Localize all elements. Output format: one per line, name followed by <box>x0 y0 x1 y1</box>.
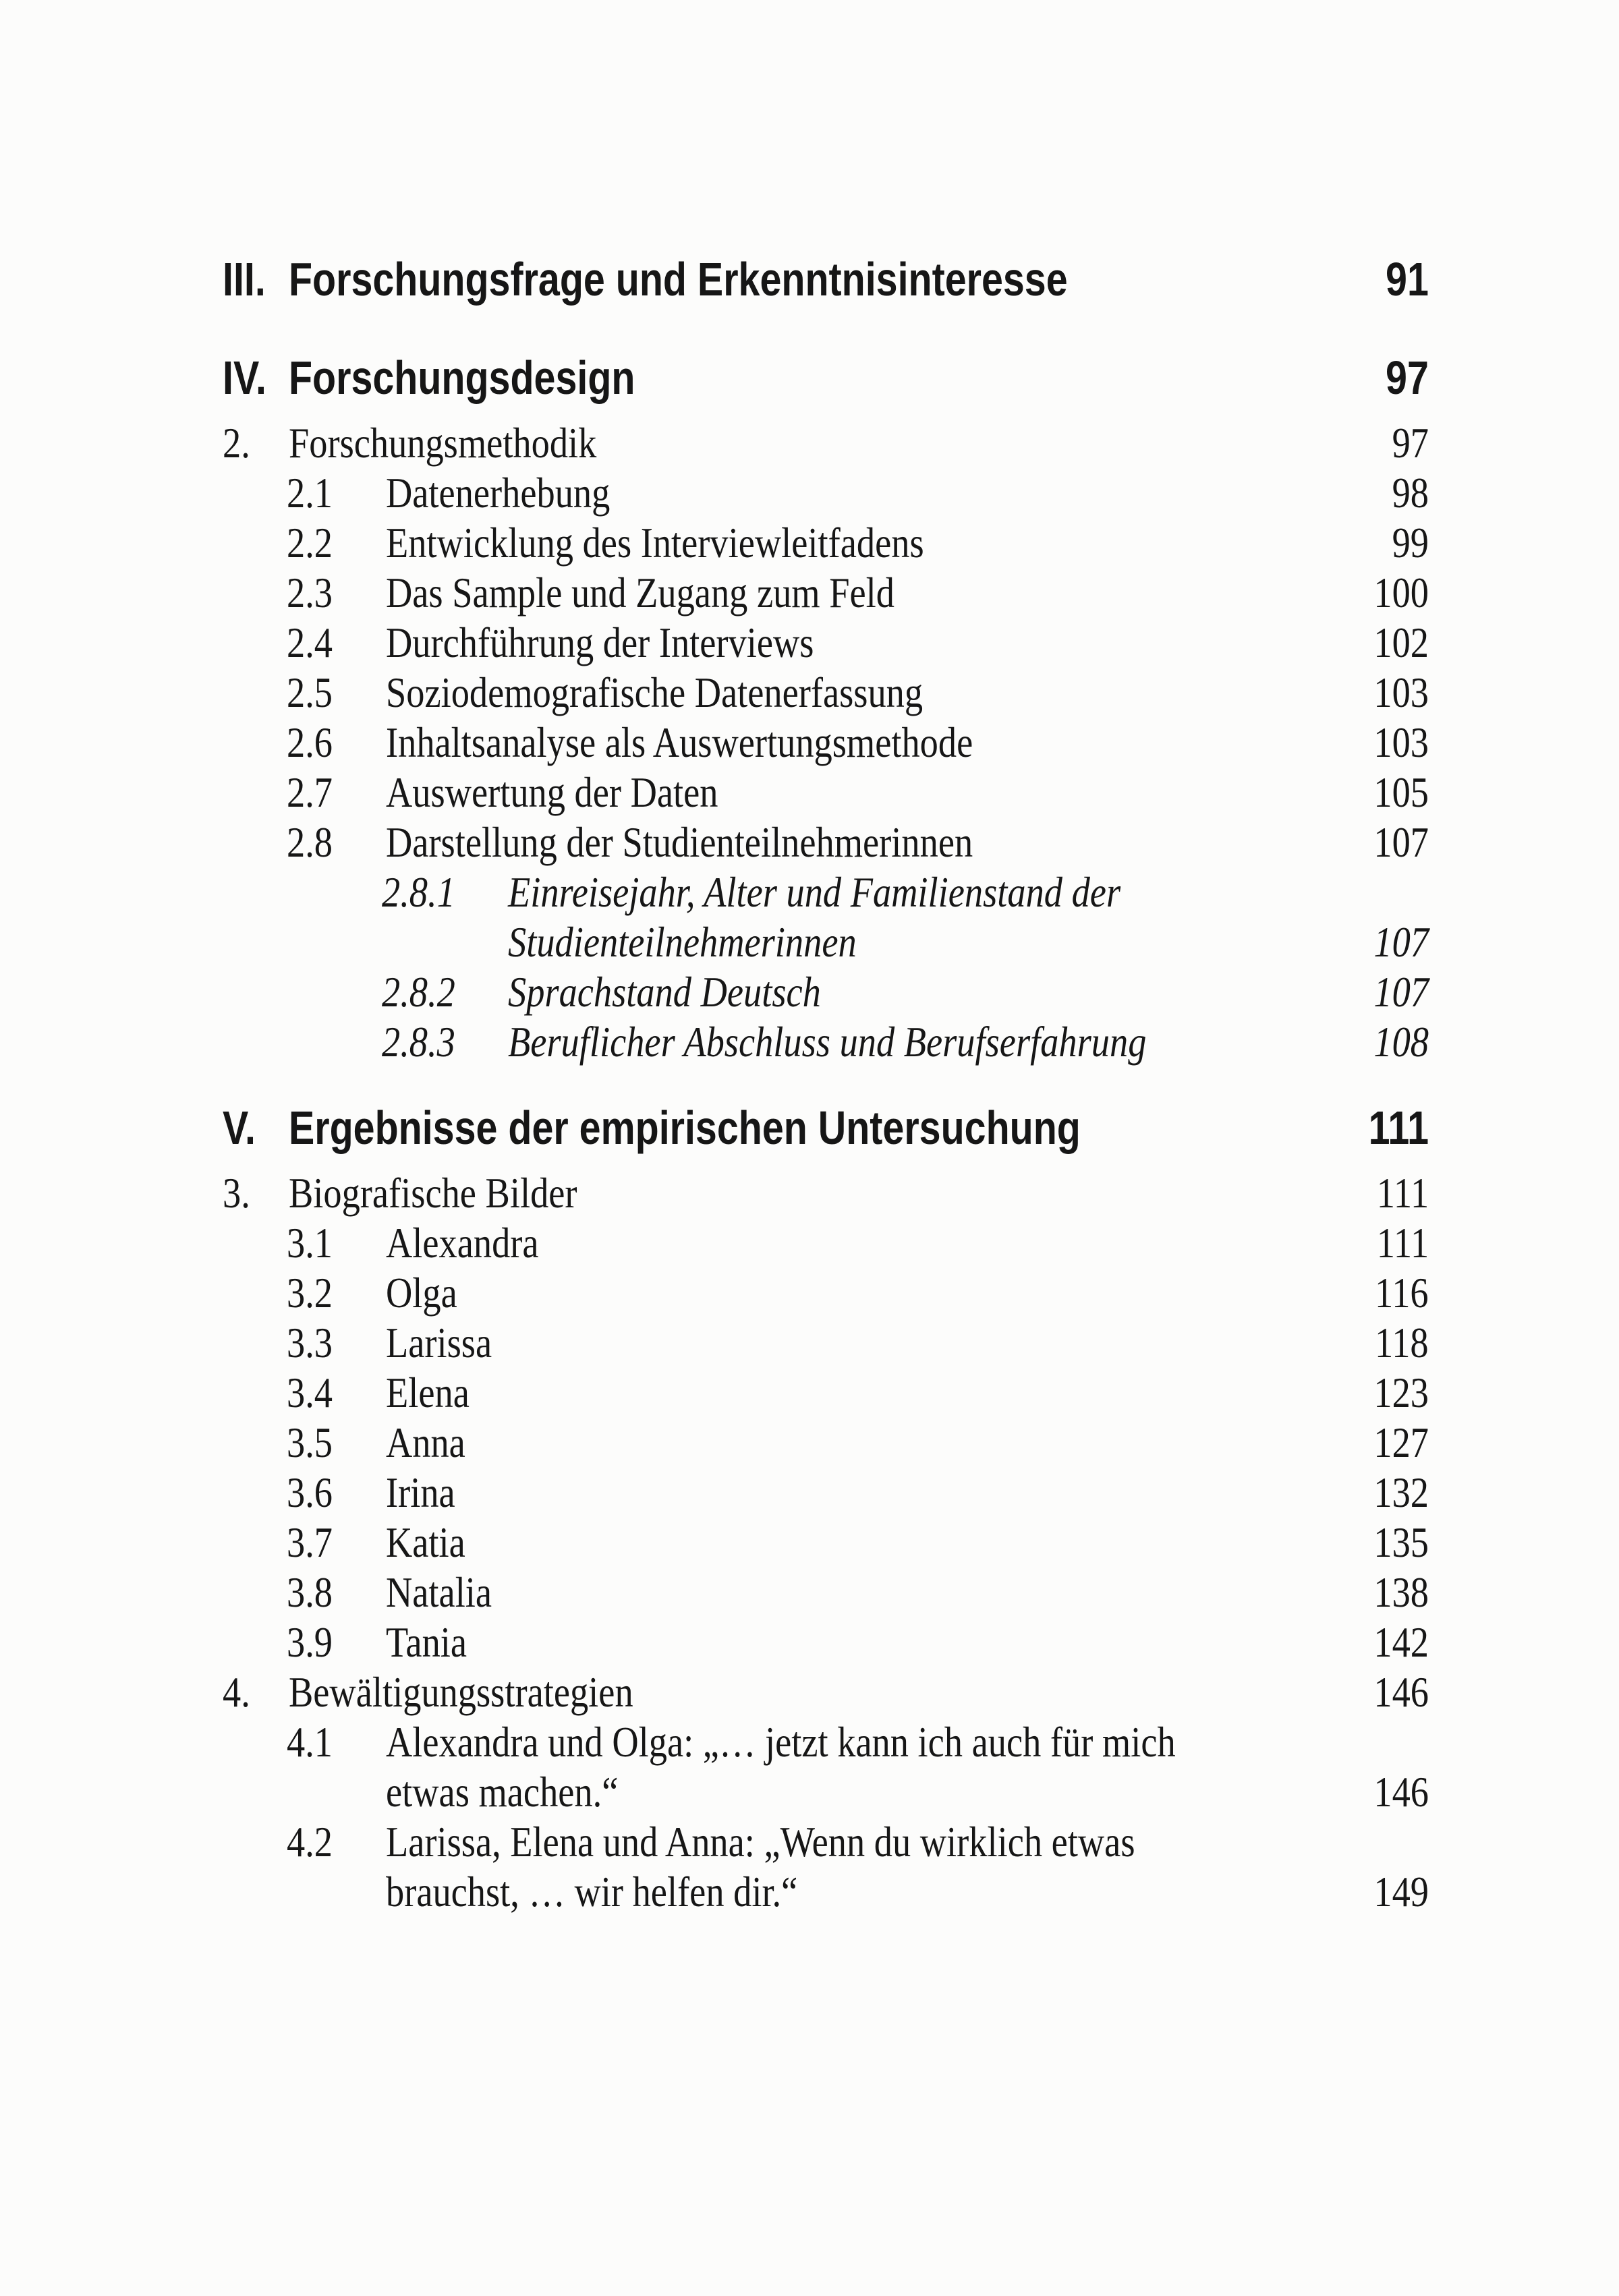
entry-page-number: 118 <box>1375 1319 1429 1367</box>
entry-title-line: Einreisejahr, Alter und Familienstand der <box>508 868 1121 916</box>
toc-entry-2-3 <box>223 568 1429 618</box>
entry-title-line: Biografische Bilder <box>289 1169 577 1217</box>
entry-title <box>386 768 1328 817</box>
entry-number: 2.3 <box>287 569 333 616</box>
entry-title <box>386 1568 1328 1617</box>
entry-number: 4.2 <box>287 1818 333 1866</box>
entry-title <box>386 568 1328 618</box>
entry-title-line: Datenerhebung <box>386 469 610 517</box>
toc-entry-4-2 <box>223 1817 1429 1917</box>
entry-title-line: Studienteilnehmerinnen <box>508 918 857 966</box>
entry-page-number: 111 <box>1368 1101 1429 1154</box>
entry-page-number: 98 <box>1392 469 1429 517</box>
entry-page-number: 116 <box>1375 1269 1429 1317</box>
entry-page-number: 111 <box>1376 1219 1429 1267</box>
entry-page-number: 149 <box>1373 1868 1429 1916</box>
entry-title <box>386 618 1328 668</box>
entry-title-line: etwas machen.“ <box>386 1768 619 1816</box>
entry-title-line: Anna <box>386 1418 465 1466</box>
entry-title-line: Forschungsdesign <box>289 351 635 404</box>
entry-title <box>386 468 1328 518</box>
toc-entry-3-1 <box>223 1218 1429 1268</box>
toc-entry-3-5 <box>223 1418 1429 1468</box>
entry-number: 2.8 <box>287 818 333 866</box>
entry-number: 3.7 <box>287 1518 333 1566</box>
toc-entry-IV <box>223 353 1429 403</box>
entry-title-line: Durchführung der Interviews <box>386 619 814 666</box>
toc-entry-3-6 <box>223 1468 1429 1518</box>
entry-number: V. <box>223 1101 256 1154</box>
entry-page-number: 97 <box>1386 351 1429 404</box>
entry-title-line: Ergebnisse der empirischen Untersuchung <box>289 1101 1081 1154</box>
entry-page-number: 132 <box>1373 1468 1429 1516</box>
entry-number: 2.8.3 <box>382 1018 455 1066</box>
entry-number: 4. <box>223 1668 250 1716</box>
entry-title <box>289 1103 1328 1153</box>
entry-page-number: 108 <box>1373 1018 1429 1066</box>
entry-title <box>386 668 1328 718</box>
toc-entry-3 <box>223 1168 1429 1218</box>
entry-number: 2. <box>223 419 250 467</box>
entry-number: 3.4 <box>287 1369 333 1416</box>
entry-title-line: Forschungsmethodik <box>289 419 597 467</box>
toc-entry-2-8 <box>223 817 1429 867</box>
entry-title <box>289 418 1328 468</box>
entry-title <box>289 254 1328 304</box>
entry-title <box>508 967 1328 1017</box>
toc-entry-2-8-2 <box>223 967 1429 1017</box>
toc-entry-2-7 <box>223 768 1429 817</box>
entry-title-line: Alexandra <box>386 1219 539 1267</box>
entry-title <box>386 1518 1328 1568</box>
entry-title <box>508 1017 1328 1067</box>
entry-title <box>289 353 1328 403</box>
entry-title-line: Das Sample und Zugang zum Feld <box>386 569 894 616</box>
entry-title <box>386 1268 1328 1318</box>
entry-number: III. <box>223 253 266 306</box>
toc-entry-V <box>223 1103 1429 1153</box>
toc-entry-3-2 <box>223 1268 1429 1318</box>
entry-title-line: Inhaltsanalyse als Auswertungsmethode <box>386 718 973 766</box>
entry-page-number: 146 <box>1373 1668 1429 1716</box>
entry-title-line: Soziodemografische Datenerfassung <box>386 668 924 716</box>
entry-page-number: 105 <box>1373 768 1429 816</box>
toc-entry-4 <box>223 1667 1429 1717</box>
entry-page-number: 146 <box>1373 1768 1429 1816</box>
entry-title <box>386 1717 1328 1817</box>
entry-title <box>508 867 1328 967</box>
entry-title-line: Olga <box>386 1269 457 1317</box>
entry-page-number: 123 <box>1373 1369 1429 1416</box>
entry-title-line: Beruflicher Abschluss und Berufserfahrung <box>508 1018 1147 1066</box>
entry-title-line: Bewältigungsstrategien <box>289 1668 633 1716</box>
entry-title-line: Larissa <box>386 1319 492 1367</box>
entry-title <box>289 1168 1328 1218</box>
entry-title <box>386 1418 1328 1468</box>
entry-number: 2.1 <box>287 469 333 517</box>
toc-entry-3-3 <box>223 1318 1429 1368</box>
toc-entry-4-1 <box>223 1717 1429 1817</box>
entry-number: 3.6 <box>287 1468 333 1516</box>
entry-title-line: Forschungsfrage und Erkenntnisinteresse <box>289 253 1068 306</box>
entry-page-number: 111 <box>1376 1169 1429 1217</box>
entry-title <box>386 1368 1328 1418</box>
entry-number: 4.1 <box>287 1718 333 1766</box>
entry-title-line: Entwicklung des Interviewleitfadens <box>386 519 924 567</box>
entry-number: 3.9 <box>287 1618 333 1666</box>
toc-entry-2-4 <box>223 618 1429 668</box>
toc-list <box>223 0 1429 1917</box>
entry-title <box>386 817 1328 867</box>
entry-page-number: 107 <box>1373 968 1429 1016</box>
entry-title <box>386 1468 1328 1518</box>
entry-page-number: 107 <box>1373 818 1429 866</box>
entry-page-number: 107 <box>1373 918 1429 966</box>
toc-entry-III <box>223 254 1429 304</box>
entry-page-number: 97 <box>1392 419 1429 467</box>
toc-entry-2-2 <box>223 518 1429 568</box>
entry-title-line: Natalia <box>386 1568 492 1616</box>
entry-number: 3.5 <box>287 1418 333 1466</box>
entry-number: 3. <box>223 1169 250 1217</box>
entry-page-number: 138 <box>1373 1568 1429 1616</box>
entry-page-number: 103 <box>1373 668 1429 716</box>
entry-number: IV. <box>223 351 266 404</box>
toc-entry-2 <box>223 418 1429 468</box>
entry-page-number: 99 <box>1392 519 1429 567</box>
entry-title <box>386 1218 1328 1268</box>
entry-title-line: Darstellung der Studienteilnehmerinnen <box>386 818 973 866</box>
entry-title <box>386 718 1328 768</box>
entry-number: 2.8.2 <box>382 968 455 1016</box>
entry-title-line: Tania <box>386 1618 467 1666</box>
entry-number: 2.4 <box>287 619 333 666</box>
entry-number: 2.8.1 <box>382 868 455 916</box>
entry-number: 3.2 <box>287 1269 333 1317</box>
entry-title <box>289 1667 1328 1717</box>
toc-entry-3-9 <box>223 1617 1429 1667</box>
toc-entry-2-8-1 <box>223 867 1429 967</box>
entry-title-line: Larissa, Elena und Anna: „Wenn du wirklich etwas <box>386 1818 1135 1866</box>
entry-page-number: 142 <box>1373 1618 1429 1666</box>
entry-page-number: 127 <box>1373 1418 1429 1466</box>
entry-title <box>386 1617 1328 1667</box>
entry-page-number: 103 <box>1373 718 1429 766</box>
entry-number: 2.6 <box>287 718 333 766</box>
entry-number: 2.5 <box>287 668 333 716</box>
entry-number: 3.3 <box>287 1319 333 1367</box>
entry-title-line: Elena <box>386 1369 470 1416</box>
toc-entry-3-8 <box>223 1568 1429 1617</box>
entry-number: 2.7 <box>287 768 333 816</box>
toc-entry-2-1 <box>223 468 1429 518</box>
entry-page-number: 135 <box>1373 1518 1429 1566</box>
entry-number: 3.8 <box>287 1568 333 1616</box>
entry-title-line: Alexandra und Olga: „… jetzt kann ich auch für mich <box>386 1718 1176 1766</box>
toc-entry-2-8-3 <box>223 1017 1429 1067</box>
toc-entry-3-4 <box>223 1368 1429 1418</box>
entry-page-number: 91 <box>1386 253 1429 306</box>
entry-title-line: brauchst, … wir helfen dir.“ <box>386 1868 798 1916</box>
entry-title <box>386 1817 1328 1917</box>
entry-title <box>386 1318 1328 1368</box>
toc-entry-3-7 <box>223 1518 1429 1568</box>
toc-entry-2-6 <box>223 718 1429 768</box>
entry-page-number: 100 <box>1373 569 1429 616</box>
entry-number: 3.1 <box>287 1219 333 1267</box>
entry-title-line: Irina <box>386 1468 455 1516</box>
entry-page-number: 102 <box>1373 619 1429 666</box>
entry-title <box>386 518 1328 568</box>
toc-entry-2-5 <box>223 668 1429 718</box>
entry-number: 2.2 <box>287 519 333 567</box>
entry-title-line: Sprachstand Deutsch <box>508 968 821 1016</box>
entry-title-line: Auswertung der Daten <box>386 768 718 816</box>
entry-title-line: Katia <box>386 1518 465 1566</box>
